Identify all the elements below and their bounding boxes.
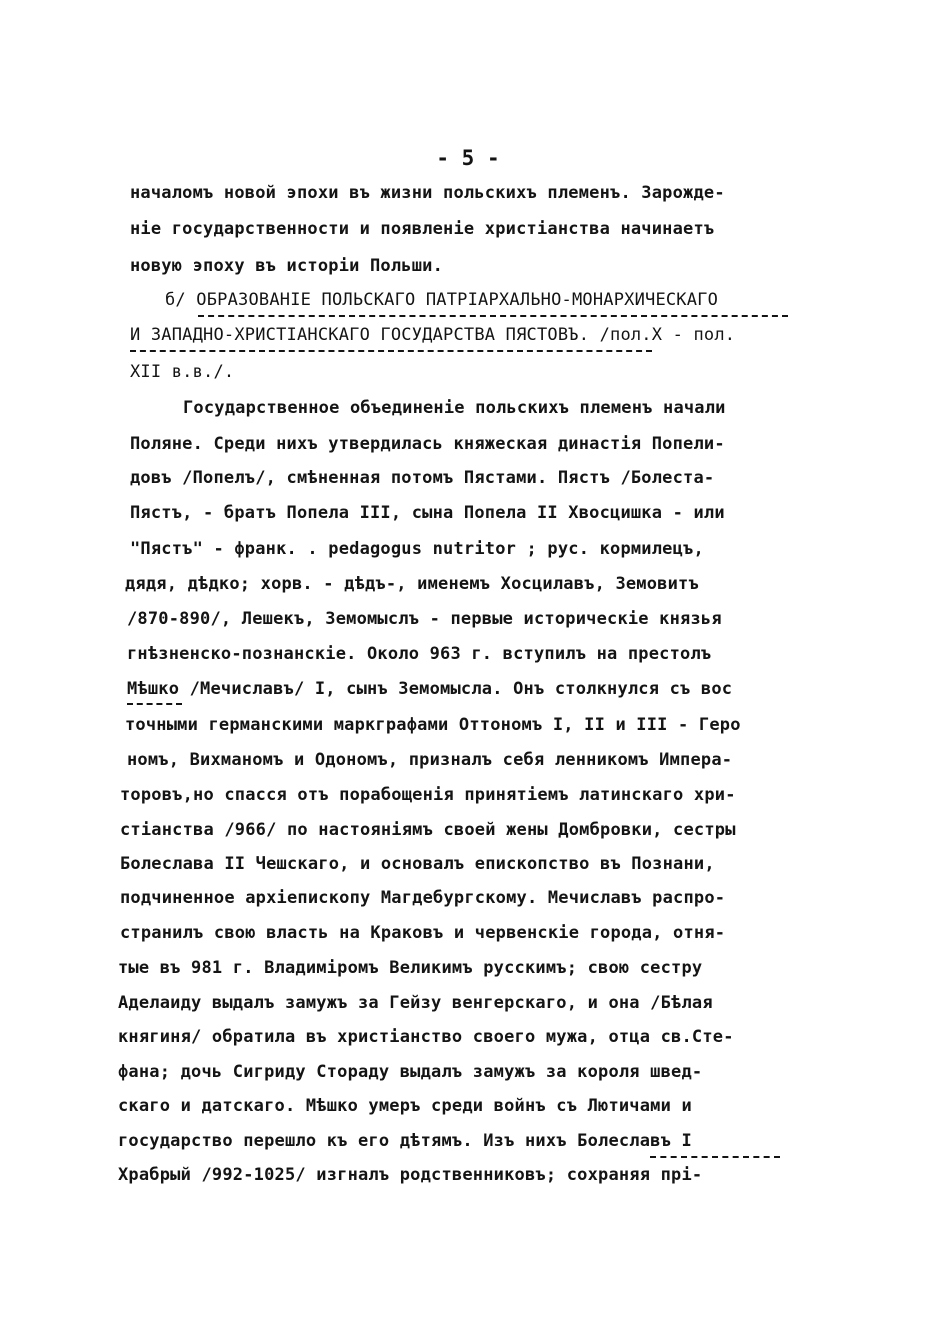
text-line: Храбрый /992-1025/ изгналъ родственниковъ; сохраняя прі- (118, 1165, 703, 1185)
text-line: Поляне. Среди нихъ утвердилась княжеская династія Попели- (130, 434, 725, 454)
text-line: стіанства /966/ по настояніямъ своей жены Домбровки, сестры (120, 820, 736, 840)
text-line: тые въ 981 г. Владиміромъ Великимъ русскимъ; свою сестру (118, 958, 703, 978)
text-line: дядя, дѣдко; хорв. - дѣдъ-, именемъ Хосцилавъ, Земовитъ (125, 574, 699, 594)
text-line: государство перешло къ его дѣтямъ. Изъ нихъ Болеславъ I (118, 1131, 692, 1151)
text-line: довъ /Попелъ/, смѣненная потомъ Пястами. Пястъ /Болеста- (130, 468, 715, 488)
text-line: гнѣзненско-познанскіе. Около 963 г. вступилъ на престолъ (127, 644, 712, 664)
text-line: началомъ новой эпохи въ жизни польскихъ племенъ. Зарожде- (130, 183, 725, 203)
section-heading-line: б/ ОБРАЗОВАНІЕ ПОЛЬСКАГО ПАТРІАРХАЛЬНО-МОНАРХИЧЕСКАГО (165, 290, 719, 310)
text-line: Аделаиду выдалъ замужъ за Гейзу венгерскаго, и она /Бѣлая (118, 993, 713, 1013)
text-line: ніе государственности и появленіе христіанства начинаетъ (130, 219, 715, 239)
text-line: новую эпоху въ исторіи Польши. (130, 256, 444, 276)
name-underline (127, 703, 182, 705)
text-line: Мѣшко /Мечиславъ/ I, сынъ Земомысла. Онъ столкнулся съ вос (127, 679, 733, 699)
text-line: номъ, Вихманомъ и Одономъ, призналъ себя ленникомъ Импера- (127, 750, 733, 770)
text-line: странилъ свою власть на Краковъ и червенскіе города, отня- (120, 923, 726, 943)
text-line: фана; дочь Сигриду Стораду выдалъ замужъ за короля швед- (118, 1062, 703, 1082)
text-line: скаго и датскаго. Мѣшко умеръ среди войнъ съ Лютичами и (118, 1096, 692, 1116)
text-line: XII в.в./. (130, 362, 235, 382)
text-line: /870-890/, Лешекъ, Земомыслъ - первые историческіе князья (127, 609, 722, 629)
text-line: Пястъ, - братъ Попела III, сына Попела II Хвосцишка - или (130, 503, 725, 523)
section-heading-line: И ЗАПАДНО-ХРИСТІАНСКАГО ГОСУДАРСТВА ПЯСТОВЪ. /пол.Х - пол. (130, 325, 736, 345)
name-underline (650, 1156, 780, 1158)
text-line: торовъ,но спасся отъ порабощенія принятіемъ латинскаго хри- (120, 785, 736, 805)
text-line: княгиня/ обратила въ христіанство своего мужа, отца св.Сте- (118, 1027, 734, 1047)
paragraph-first-line: Государственное объединеніе польскихъ племенъ начали (183, 398, 726, 418)
page-number: - 5 - (436, 146, 500, 170)
text-line: "Пястъ" - франк. . pedagogus nutritor ; рус. кормилецъ, (130, 539, 704, 559)
heading-underline (130, 350, 652, 352)
text-line: Болеслава II Чешскаго, и основалъ епископство въ Познани, (120, 854, 715, 874)
heading-underline (198, 315, 788, 317)
text-line: точными германскими маркграфами Оттономъ I, II и III - Геро (125, 715, 741, 735)
text-line: подчиненное архіепископу Магдебургскому. Мечиславъ распро- (120, 888, 726, 908)
